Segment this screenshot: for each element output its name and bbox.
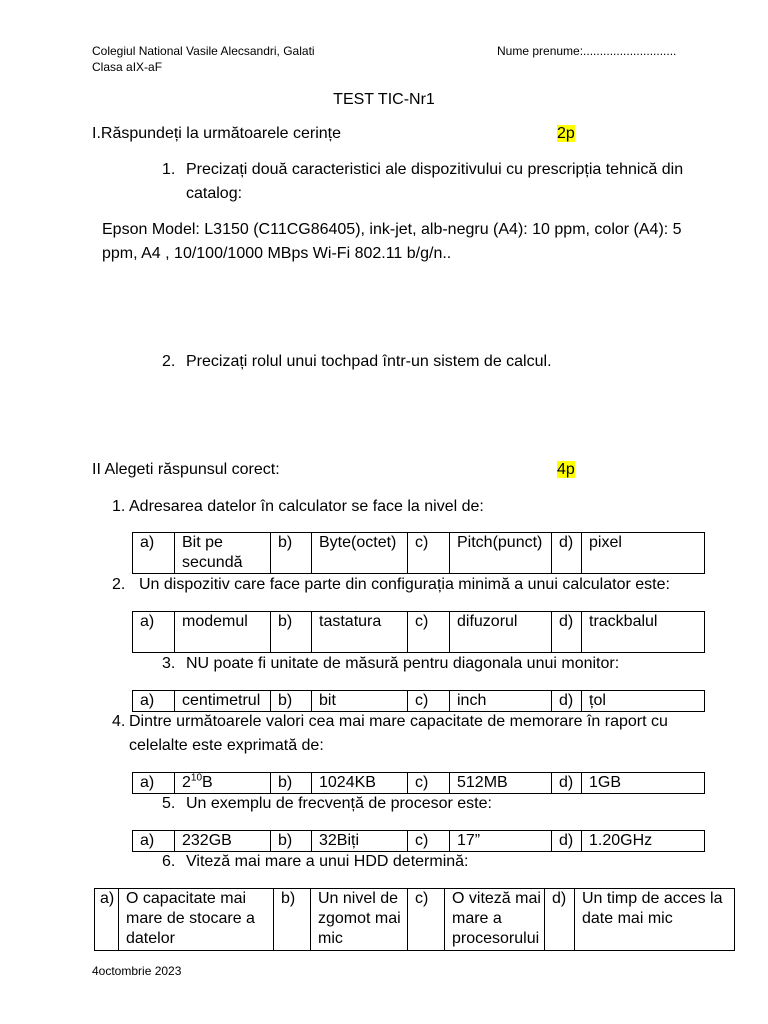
name-field: Nume prenume:............................: [497, 44, 677, 58]
q5-options-table: [132, 830, 705, 852]
q4-text-line1: Dintre următoarele valori cea mai mare capacitate de memorare în raport cu: [129, 713, 668, 730]
option-letter: b): [271, 773, 312, 794]
q5-number: 5.: [162, 795, 176, 812]
option-text[interactable]: Un timp de acces la date mai mic: [575, 889, 735, 951]
printer-spec-line1: Epson Model: L3150 (C11CG86405), ink-jet, alb-negru (A4): 10 ppm, color (A4): 5: [102, 221, 682, 238]
q1-text: Adresarea datelor în calculator se face la nivel de:: [129, 498, 484, 515]
option-text[interactable]: 1.20GHz: [582, 831, 705, 852]
section1-points-badge: 2p: [557, 125, 575, 142]
option-letter: d): [552, 612, 582, 653]
option-letter: b): [271, 612, 312, 653]
option-text[interactable]: 1024KB: [312, 773, 408, 794]
s1-q1-text-line2: catalog:: [186, 185, 243, 202]
option-text[interactable]: 232GB: [175, 831, 271, 852]
q6-text: Viteză mai mare a unui HDD determină:: [186, 853, 469, 870]
option-letter: d): [545, 889, 575, 951]
option-letter: d): [552, 831, 582, 852]
option-letter: c): [408, 889, 445, 951]
section2-points-badge: 4p: [557, 461, 575, 478]
power-base: 2: [182, 774, 191, 791]
option-letter: b): [274, 889, 311, 951]
option-letter: c): [408, 612, 450, 653]
q3-number: 3.: [162, 655, 176, 672]
option-text[interactable]: 32Biți: [312, 831, 408, 852]
q4-text-line2: celelalte este exprimată de:: [129, 737, 324, 754]
option-letter: a): [95, 889, 119, 951]
page-title: TEST TIC-Nr1: [333, 91, 435, 108]
option-letter: a): [133, 612, 175, 653]
power-exponent: 10: [190, 772, 203, 784]
q3-options-table: [132, 690, 705, 712]
option-letter: a): [133, 831, 175, 852]
option-text[interactable]: 512MB: [450, 773, 552, 794]
option-letter: d): [552, 533, 582, 574]
option-text[interactable]: țol: [582, 691, 705, 712]
q2-text: Un dispozitiv care face parte din configurația minimă a unui calculator este:: [139, 576, 670, 593]
option-text[interactable]: modemul: [175, 612, 271, 653]
option-text[interactable]: 17”: [450, 831, 552, 852]
s1-q1-text-line1: Precizați două caracteristici ale dispozitivului cu prescripția tehnică din: [186, 161, 684, 178]
s1-q2-number: 2.: [162, 353, 176, 370]
school-name: Colegiul National Vasile Alecsandri, Galati: [92, 44, 315, 58]
option-text[interactable]: difuzorul: [450, 612, 552, 653]
footer-date: 4octombrie 2023: [92, 964, 182, 978]
option-letter: a): [133, 773, 175, 794]
option-text[interactable]: Byte(octet): [312, 533, 408, 574]
q3-text: NU poate fi unitate de măsură pentru diagonala unui monitor:: [186, 655, 620, 672]
option-text[interactable]: tastatura: [312, 612, 408, 653]
option-text[interactable]: centimetrul: [175, 691, 271, 712]
power-unit: B: [202, 774, 213, 791]
option-letter: d): [552, 691, 582, 712]
q1-number: 1.: [112, 498, 126, 515]
class-label: Clasa aIX-aF: [92, 60, 163, 74]
s1-q2-text: Precizați rolul unui tochpad într-un sistem de calcul.: [186, 353, 552, 370]
q4-number: 4.: [112, 713, 126, 730]
option-text[interactable]: Bit pe secundă: [175, 533, 271, 574]
option-text[interactable]: Pitch(punct): [450, 533, 552, 574]
s1-q1-number: 1.: [162, 161, 176, 178]
option-text[interactable]: inch: [450, 691, 552, 712]
option-text[interactable]: 1GB: [582, 773, 705, 794]
q1-options-table: [132, 532, 705, 574]
option-letter: b): [271, 831, 312, 852]
option-text[interactable]: bit: [312, 691, 408, 712]
printer-spec-line2: ppm, A4 , 10/100/1000 MBps Wi-Fi 802.11 b/g/n..: [102, 245, 452, 262]
option-letter: b): [271, 691, 312, 712]
option-letter: c): [408, 533, 450, 574]
option-letter: a): [133, 533, 175, 574]
option-letter: a): [133, 691, 175, 712]
section1-heading: I.Răspundeți la următoarele cerințe: [92, 125, 342, 142]
option-letter: b): [271, 533, 312, 574]
option-letter: d): [552, 773, 582, 794]
option-text[interactable]: Un nivel de zgomot mai mic: [311, 889, 408, 951]
option-text[interactable]: trackbalul: [582, 612, 705, 653]
option-letter: c): [408, 691, 450, 712]
section2-heading: II Alegeti răspunsul corect:: [92, 461, 280, 478]
option-letter: c): [408, 773, 450, 794]
option-text[interactable]: O viteză mai mare a procesorului: [445, 889, 545, 951]
option-text[interactable]: O capacitate mai mare de stocare a datelor: [119, 889, 274, 951]
q2-options-table: [132, 611, 705, 653]
option-text[interactable]: [175, 773, 271, 794]
q2-number: 2.: [112, 576, 126, 593]
q6-number: 6.: [162, 853, 176, 870]
option-text[interactable]: pixel: [582, 533, 705, 574]
q4-options-table: [132, 772, 705, 794]
option-letter: c): [408, 831, 450, 852]
q6-options-table: [94, 888, 735, 951]
q5-text: Un exemplu de frecvență de procesor este:: [186, 795, 492, 812]
